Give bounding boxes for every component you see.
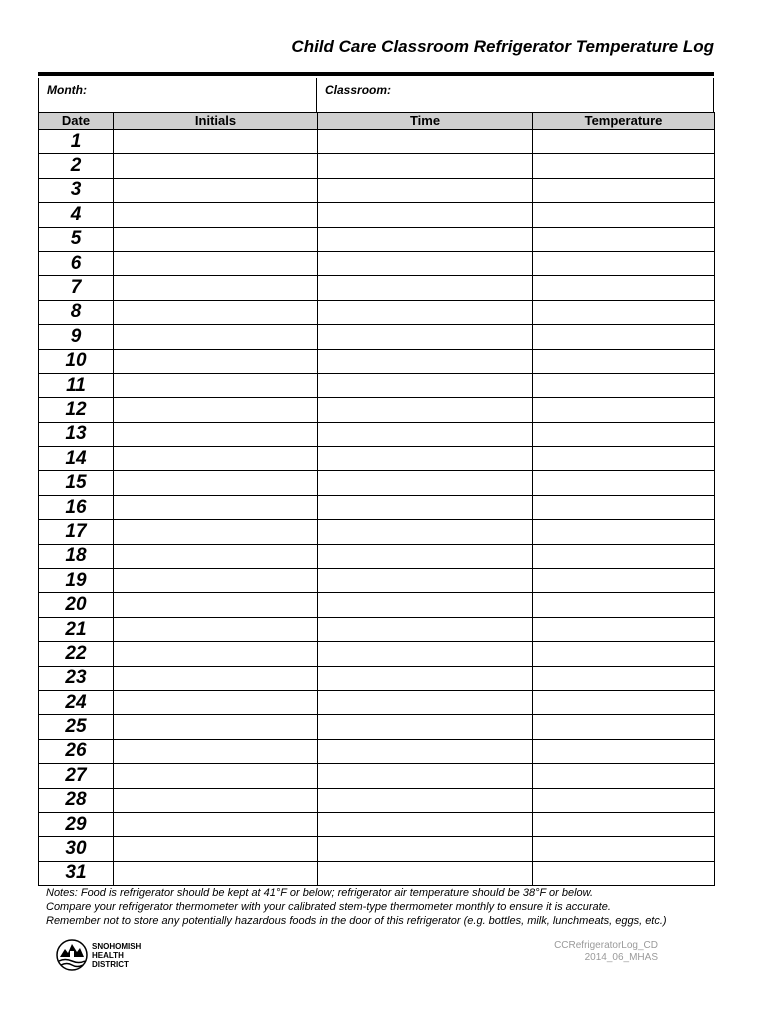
time-cell[interactable] [318, 471, 533, 495]
initials-cell[interactable] [114, 715, 318, 739]
time-cell[interactable] [318, 715, 533, 739]
initials-cell[interactable] [114, 812, 318, 836]
time-cell[interactable] [318, 349, 533, 373]
temperature-cell[interactable] [533, 130, 715, 154]
note-line: Compare your refrigerator thermometer with your calibrated stem-type thermometer monthly to ensure it is accurate. [46, 901, 611, 913]
date-cell: 21 [39, 617, 114, 641]
initials-cell[interactable] [114, 739, 318, 763]
table-row [39, 373, 715, 397]
initials-cell[interactable] [114, 398, 318, 422]
date-cell: 15 [39, 471, 114, 495]
initials-cell[interactable] [114, 251, 318, 275]
initials-cell[interactable] [114, 227, 318, 251]
temperature-cell[interactable] [533, 471, 715, 495]
table-row [39, 130, 715, 154]
table-row [39, 861, 715, 885]
date-cell: 24 [39, 690, 114, 714]
time-cell[interactable] [318, 569, 533, 593]
initials-cell[interactable] [114, 422, 318, 446]
date-cell: 13 [39, 422, 114, 446]
time-cell[interactable] [318, 251, 533, 275]
initials-cell[interactable] [114, 861, 318, 885]
table-row [39, 544, 715, 568]
table-row [39, 495, 715, 519]
note-line: Remember not to store any potentially hazardous foods in the door of this refrigerator (e.g. bottles, milk, lunchmeats, eggs, etc.) [46, 915, 667, 927]
date-cell: 23 [39, 666, 114, 690]
time-cell[interactable] [318, 861, 533, 885]
table-row [39, 300, 715, 324]
table-row [39, 739, 715, 763]
date-cell: 28 [39, 788, 114, 812]
column-header-temperature: Temperature [533, 113, 715, 130]
date-cell: 17 [39, 520, 114, 544]
initials-cell[interactable] [114, 203, 318, 227]
date-cell: 30 [39, 837, 114, 861]
initials-cell[interactable] [114, 617, 318, 641]
temperature-cell[interactable] [533, 690, 715, 714]
date-cell: 11 [39, 373, 114, 397]
date-cell: 25 [39, 715, 114, 739]
initials-cell[interactable] [114, 300, 318, 324]
temperature-cell[interactable] [533, 764, 715, 788]
form-code-line: CCRefrigeratorLog_CD [554, 940, 658, 951]
table-row [39, 203, 715, 227]
date-cell: 8 [39, 300, 114, 324]
time-cell[interactable] [318, 227, 533, 251]
date-cell: 22 [39, 642, 114, 666]
initials-cell[interactable] [114, 788, 318, 812]
date-cell: 26 [39, 739, 114, 763]
temperature-cell[interactable] [533, 715, 715, 739]
temperature-cell[interactable] [533, 642, 715, 666]
time-cell[interactable] [318, 812, 533, 836]
table-row [39, 325, 715, 349]
time-cell[interactable] [318, 837, 533, 861]
classroom-field[interactable] [317, 78, 713, 112]
page-title: Child Care Classroom Refrigerator Temperature Log [291, 37, 714, 56]
temperature-cell[interactable] [533, 447, 715, 471]
time-cell[interactable] [318, 544, 533, 568]
time-cell[interactable] [318, 520, 533, 544]
temperature-cell[interactable] [533, 495, 715, 519]
date-cell: 7 [39, 276, 114, 300]
initials-cell[interactable] [114, 495, 318, 519]
table-row [39, 666, 715, 690]
time-cell[interactable] [318, 447, 533, 471]
title-divider [38, 72, 714, 76]
initials-cell[interactable] [114, 130, 318, 154]
time-cell[interactable] [318, 203, 533, 227]
temperature-cell[interactable] [533, 739, 715, 763]
logo-line: DISTRICT [92, 959, 129, 969]
time-cell[interactable] [318, 495, 533, 519]
table-row [39, 788, 715, 812]
temperature-cell[interactable] [533, 861, 715, 885]
logo-icon [56, 937, 88, 973]
initials-cell[interactable] [114, 690, 318, 714]
time-cell[interactable] [318, 788, 533, 812]
table-row [39, 398, 715, 422]
time-cell[interactable] [318, 690, 533, 714]
date-cell: 1 [39, 130, 114, 154]
temperature-cell[interactable] [533, 373, 715, 397]
time-cell[interactable] [318, 593, 533, 617]
time-cell[interactable] [318, 398, 533, 422]
column-header-date: Date [39, 113, 114, 130]
time-cell[interactable] [318, 154, 533, 178]
table-row [39, 349, 715, 373]
initials-cell[interactable] [114, 520, 318, 544]
date-cell: 5 [39, 227, 114, 251]
temperature-cell[interactable] [533, 276, 715, 300]
time-cell[interactable] [318, 764, 533, 788]
temperature-cell[interactable] [533, 203, 715, 227]
date-cell: 4 [39, 203, 114, 227]
month-label: Month: [47, 83, 87, 97]
time-cell[interactable] [318, 739, 533, 763]
temperature-log-table [38, 112, 715, 886]
time-cell[interactable] [318, 325, 533, 349]
table-row [39, 715, 715, 739]
initials-cell[interactable] [114, 373, 318, 397]
column-header-time: Time [318, 113, 533, 130]
temperature-cell[interactable] [533, 617, 715, 641]
time-cell[interactable] [318, 666, 533, 690]
table-row [39, 471, 715, 495]
temperature-cell[interactable] [533, 178, 715, 202]
initials-cell[interactable] [114, 276, 318, 300]
time-cell[interactable] [318, 617, 533, 641]
classroom-label: Classroom: [325, 83, 392, 97]
date-cell: 19 [39, 569, 114, 593]
form-header-fields [38, 78, 714, 112]
logo-line: HEALTH [92, 950, 124, 960]
temperature-cell[interactable] [533, 569, 715, 593]
table-row [39, 690, 715, 714]
note-line: Notes: Food is refrigerator should be kept at 41°F or below; refrigerator air temperature should be 38°F or below. [46, 887, 594, 899]
snohomish-health-district-logo [56, 937, 141, 973]
temperature-cell[interactable] [533, 544, 715, 568]
date-cell: 2 [39, 154, 114, 178]
time-cell[interactable] [318, 422, 533, 446]
temperature-cell[interactable] [533, 227, 715, 251]
temperature-cell[interactable] [533, 788, 715, 812]
temperature-cell[interactable] [533, 398, 715, 422]
temperature-cell[interactable] [533, 422, 715, 446]
temperature-cell[interactable] [533, 837, 715, 861]
logo-line: SNOHOMISH [92, 941, 142, 951]
temperature-cell[interactable] [533, 251, 715, 275]
form-code-line: 2014_06_MHAS [584, 952, 658, 963]
initials-cell[interactable] [114, 325, 318, 349]
date-cell: 31 [39, 861, 114, 885]
temperature-cell[interactable] [533, 325, 715, 349]
temperature-cell[interactable] [533, 812, 715, 836]
time-cell[interactable] [318, 300, 533, 324]
log-table-body [39, 130, 715, 886]
temperature-cell[interactable] [533, 349, 715, 373]
date-cell: 16 [39, 495, 114, 519]
time-cell[interactable] [318, 642, 533, 666]
table-row [39, 422, 715, 446]
table-row [39, 447, 715, 471]
table-row [39, 764, 715, 788]
date-cell: 10 [39, 349, 114, 373]
table-row [39, 593, 715, 617]
time-cell[interactable] [318, 178, 533, 202]
initials-cell[interactable] [114, 349, 318, 373]
table-row [39, 617, 715, 641]
initials-cell[interactable] [114, 837, 318, 861]
date-cell: 18 [39, 544, 114, 568]
temperature-cell[interactable] [533, 300, 715, 324]
notes [46, 886, 667, 928]
initials-cell[interactable] [114, 471, 318, 495]
date-cell: 14 [39, 447, 114, 471]
time-cell[interactable] [318, 130, 533, 154]
temperature-cell[interactable] [533, 666, 715, 690]
table-row [39, 520, 715, 544]
initials-cell[interactable] [114, 593, 318, 617]
date-cell: 9 [39, 325, 114, 349]
table-row [39, 837, 715, 861]
initials-cell[interactable] [114, 642, 318, 666]
date-cell: 27 [39, 764, 114, 788]
table-row [39, 642, 715, 666]
table-row [39, 178, 715, 202]
table-row [39, 227, 715, 251]
table-row [39, 251, 715, 275]
date-cell: 12 [39, 398, 114, 422]
month-field[interactable] [39, 78, 317, 112]
date-cell: 3 [39, 178, 114, 202]
date-cell: 29 [39, 812, 114, 836]
time-cell[interactable] [318, 373, 533, 397]
initials-cell[interactable] [114, 178, 318, 202]
table-header-row [39, 113, 715, 130]
table-row [39, 276, 715, 300]
logo-wordmark [92, 942, 141, 969]
form-code [554, 940, 658, 964]
initials-cell[interactable] [114, 447, 318, 471]
table-row [39, 154, 715, 178]
time-cell[interactable] [318, 276, 533, 300]
temperature-cell[interactable] [533, 593, 715, 617]
table-row [39, 569, 715, 593]
date-cell: 20 [39, 593, 114, 617]
initials-cell[interactable] [114, 764, 318, 788]
column-header-initials: Initials [114, 113, 318, 130]
date-cell: 6 [39, 251, 114, 275]
initials-cell[interactable] [114, 569, 318, 593]
temperature-cell[interactable] [533, 520, 715, 544]
initials-cell[interactable] [114, 666, 318, 690]
initials-cell[interactable] [114, 154, 318, 178]
initials-cell[interactable] [114, 544, 318, 568]
temperature-cell[interactable] [533, 154, 715, 178]
table-row [39, 812, 715, 836]
